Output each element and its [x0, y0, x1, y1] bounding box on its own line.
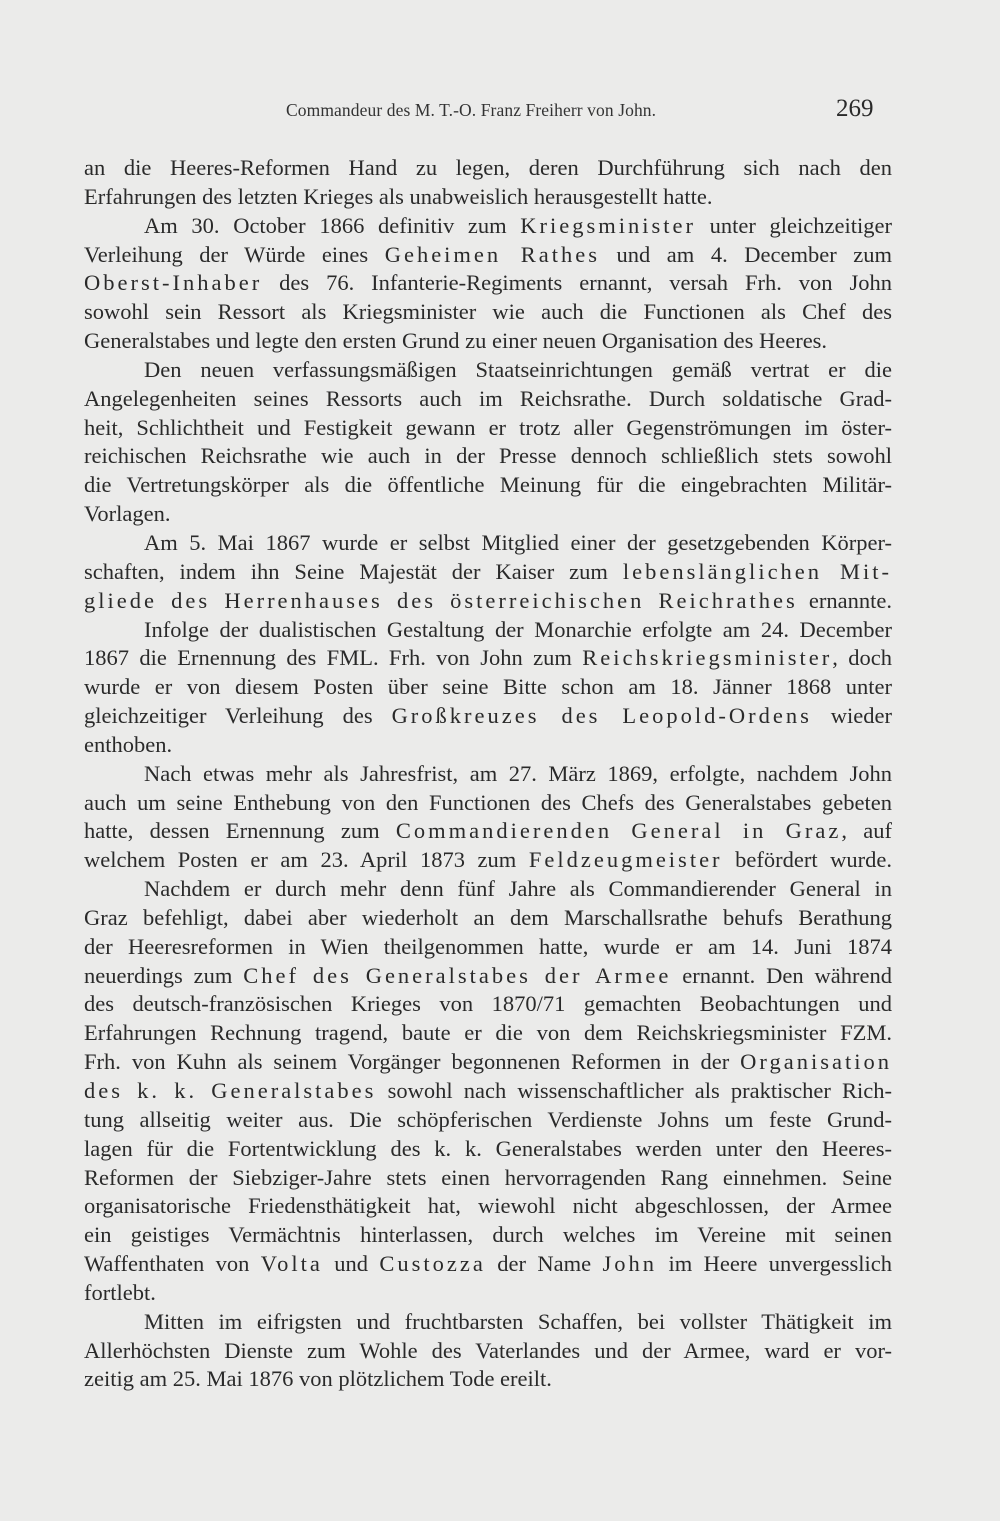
body-text: [84, 154, 892, 1394]
text-run: und am 4. December zum: [599, 241, 892, 267]
text-line: [84, 644, 892, 673]
text-line: [84, 212, 892, 241]
running-title: Commandeur des M. T.-O. Franz Freiherr von John.: [286, 100, 657, 120]
text-run: , auf: [841, 818, 892, 844]
text-line: fortlebt.: [84, 1279, 156, 1305]
text-line: auch um seine Enthebung von den Functionen des Chefs des Generalstabes gebeten: [84, 789, 892, 815]
text-line: Den neuen verfassungsmäßigen Staatseinrichtungen gemäß vertrat er die: [144, 356, 892, 382]
text-line: reichischen Reichsrathe wie auch in der Presse dennoch schließlich stets sowohl: [84, 443, 892, 469]
spaced-emphasis: Kriegsminister: [520, 212, 696, 238]
spaced-emphasis: Feldzeugmeister: [528, 847, 723, 873]
text-line: Erfahrungen Rechnung tragend, baute er die von dem Reichskriegsminister FZM.: [84, 1020, 892, 1046]
text-line: Nachdem er durch mehr denn fünf Jahre als Commandierender General in: [144, 876, 892, 902]
text-run: befördert wurde.: [722, 847, 892, 873]
text-line: wurde er von diesem Posten über seine Bitte schon am 18. Jänner 1868 unter: [84, 674, 892, 700]
text-run: der Name: [485, 1251, 603, 1277]
text-run: des 76. Infanterie-Regiments ernannt, versah Frh. von John: [262, 270, 892, 296]
spaced-emphasis: des k. k. Generalstabes: [84, 1078, 377, 1103]
text-line: [84, 587, 892, 616]
text-run: Waffenthaten von: [84, 1251, 261, 1277]
text-line: [84, 702, 892, 731]
text-line: ein geistiges Vermächtnis hinterlassen, durch welches im Vereine mit seinen: [84, 1222, 892, 1248]
spaced-emphasis: Organisation: [740, 1049, 892, 1075]
spaced-emphasis: Volta: [260, 1251, 323, 1277]
text-line: [84, 817, 892, 846]
text-run: Am 30. October 1866 definitiv zum: [144, 212, 521, 238]
text-run: gleichzeitiger Verleihung des: [84, 703, 392, 729]
text-line: [84, 962, 892, 991]
spaced-emphasis: Oberst-Inhaber: [84, 270, 263, 296]
text-run: , doch: [832, 645, 892, 671]
text-line: Allerhöchsten Dienste zum Wohle des Vaterlandes und der Armee, ward er vor-: [84, 1337, 892, 1363]
text-line: Am 5. Mai 1867 wurde er selbst Mitglied einer der gesetzgebenden Körper-: [144, 529, 892, 555]
text-line: die Vertretungskörper als die öffentliche Meinung für die eingebrachten Militär-: [84, 472, 892, 498]
spaced-emphasis: Reichskriegsminister: [582, 645, 833, 671]
text-line: Vorlagen.: [84, 501, 171, 527]
text-line: Erfahrungen des letzten Krieges als unabweislich herausgestellt hatte.: [84, 183, 713, 209]
text-run: und: [322, 1251, 380, 1277]
text-line: sowohl sein Ressort als Kriegsminister wie auch die Functionen als Chef des: [84, 299, 892, 325]
text-line: Mitten im eifrigsten und fruchtbarsten Schaffen, bei vollster Thätigkeit im: [144, 1308, 892, 1334]
text-line: [84, 1250, 892, 1279]
text-run: sowohl nach wissenschaftlicher als praktischer Rich-: [376, 1078, 892, 1103]
text-line: Angelegenheiten seines Ressorts auch im Reichsrathe. Durch soldatische Grad-: [84, 385, 892, 411]
text-run: welchem Posten er am 23. April 1873 zum: [84, 847, 529, 873]
text-line: [84, 846, 892, 875]
text-run: ernannt. Den während: [671, 962, 893, 988]
text-line: [84, 1048, 892, 1077]
spaced-emphasis: Custozza: [379, 1251, 486, 1277]
text-line: Infolge der dualistischen Gestaltung der Monarchie erfolgte am 24. December: [144, 616, 892, 642]
spaced-emphasis: John: [602, 1251, 658, 1277]
spaced-emphasis: lebenslänglichen Mit-: [622, 558, 892, 584]
text-line: zeitig am 25. Mai 1876 von plötzlichem Tode ereilt.: [84, 1366, 552, 1392]
text-line: [84, 1077, 892, 1106]
spaced-emphasis: Geheimen Rathes: [384, 241, 600, 267]
text-run: hatte, dessen Ernennung zum: [84, 818, 396, 844]
spaced-emphasis: Chef des Generalstabes der Armee: [243, 962, 672, 988]
text-run: neuerdings zum: [84, 962, 244, 988]
text-line: Reformen der Siebziger-Jahre stets einen hervorragenden Rang einnehmen. Seine: [84, 1164, 892, 1190]
text-line: [84, 558, 892, 587]
text-line: tung allseitig weiter aus. Die schöpferischen Verdienste Johns um feste Grund-: [84, 1106, 892, 1132]
text-run: im Heere unvergesslich: [657, 1251, 893, 1277]
text-line: Nach etwas mehr als Jahresfrist, am 27. März 1869, erfolgte, nachdem John: [144, 760, 892, 786]
text-run: wieder: [811, 703, 892, 729]
page-number: 269: [836, 95, 874, 122]
text-line: [84, 269, 892, 298]
text-line: des deutsch-französischen Krieges von 1870/71 gemachten Beobachtungen und: [84, 991, 892, 1017]
spaced-emphasis: Großkreuzes des Leopold-Ordens: [391, 703, 812, 729]
text-line: Graz befehligt, dabei aber wiederholt an dem Marschallsrathe behufs Berathung: [84, 904, 892, 930]
text-line: heit, Schlichtheit und Festigkeit gewann er trotz aller Gegenströmungen im öster-: [84, 414, 892, 440]
text-line: enthoben.: [84, 731, 173, 757]
text-run: ernannte.: [797, 587, 892, 613]
text-line: an die Heeres-Reformen Hand zu legen, deren Durchführung sich nach den: [84, 155, 892, 180]
text-run: 1867 die Ernennung des FML. Frh. von John zum: [84, 645, 583, 671]
spaced-emphasis: Commandierenden General in Graz: [395, 818, 842, 844]
text-line: der Heeresreformen in Wien theilgenommen hatte, wurde er am 14. Juni 1874: [84, 933, 892, 959]
spaced-emphasis: gliede des Herrenhauses des österreichischen Reichrathes: [84, 587, 798, 613]
text-run: unter gleichzeitiger: [696, 212, 892, 238]
text-line: lagen für die Fortentwicklung des k. k. Generalstabes werden unter den Heeres-: [84, 1135, 892, 1161]
text-run: schaften, indem ihn Seine Majestät der Kaiser zum: [84, 558, 623, 584]
text-line: organisatorische Friedensthätigkeit hat, wiewohl nicht abgeschlossen, der Armee: [84, 1193, 892, 1219]
text-run: Verleihung der Würde eines: [84, 241, 385, 267]
text-run: Frh. von Kuhn als seinem Vorgänger begonnenen Reformen in der: [84, 1049, 741, 1075]
text-line: Generalstabes und legte den ersten Grund zu einer neuen Organisation des Heeres.: [84, 328, 828, 354]
text-line: [84, 241, 892, 270]
